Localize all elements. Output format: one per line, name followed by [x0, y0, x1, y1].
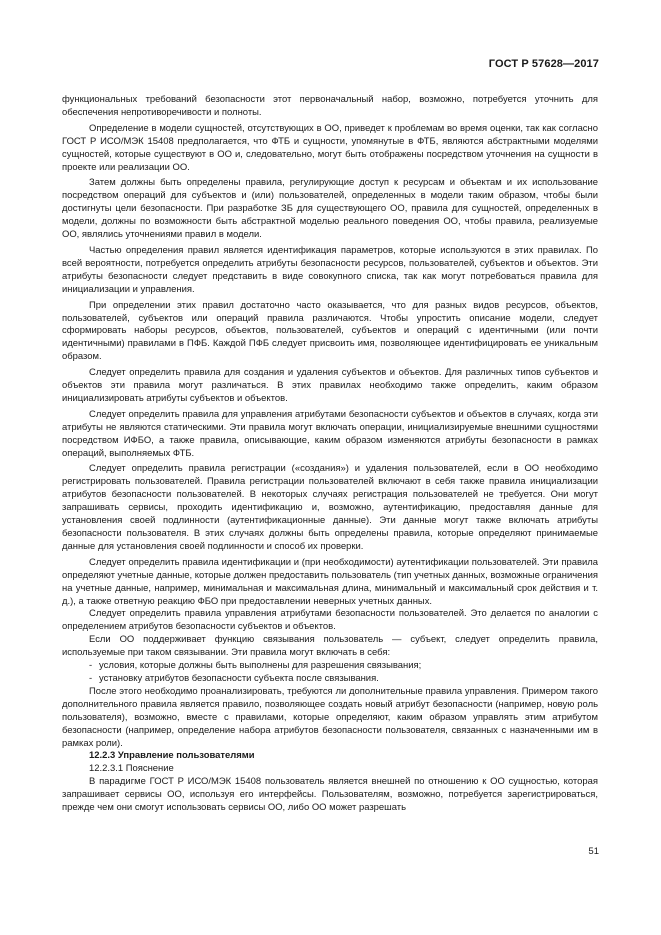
document-id-header: ГОСТ Р 57628—2017	[488, 58, 599, 70]
list-item-text: условия, которые должны быть выполнены для разрешения связывания;	[99, 660, 422, 672]
paragraph: Следует определить правила управления атрибутами безопасности пользователей. Это делается по аналогии с определением атрибутов безопасности субъектов и объектов.	[62, 608, 598, 633]
subsection-heading: 12.2.3.1 Пояснение	[89, 763, 174, 775]
paragraph: При определении этих правил достаточно часто оказывается, что для разных видов ресурсов, объектов, пользователей, субъектов или операций правила различаются. Чтобы упростить описание модели, следует сформировать наборы ресурсов, объектов, пользователей, субъектов и операций с идентичными (или почти идентичными) правилами в ПФБ. Каждой ПФБ следует присвоить имя, позволяющее идентифицировать ее уникальным образом.	[62, 299, 598, 363]
paragraph: функциональных требований безопасности этот первоначальный набор, возможно, потребуется уточнить для обеспечения непротиворечивости и полноты.	[62, 94, 598, 118]
paragraph: Частью определения правил является идентификация параметров, которые используются в этих правилах. По всей вероятности, потребуется определить атрибуты безопасности ресурсов, пользователей, субъектов и объектов. Эти атрибуты безопасности следует представить в виде совокупного списка, так как могут потребоваться правила для инициализации и управления.	[62, 244, 598, 295]
paragraph: Следует определить правила регистрации («создания») и удаления пользователей, если в ОО необходимо регистрировать пользователей. Правила регистрации пользователей включают в себя также правила инициализации атрибутов безопасности пользователей. В некоторых случаях регистрация пользователей не требуется. Они могут запрашивать сервисы, проходить идентификацию и, возможно, аутентификацию, предоставляя данные для установления своей подлинности (аутентификационные данные). Эти данные могут также включать атрибуты безопасности пользователя. В этих случаях должны быть определены правила, которые определяют принимаемые данные для установления своей подлинности и способ их проверки.	[62, 463, 598, 552]
list-dash: -	[89, 672, 93, 684]
document-body	[62, 94, 598, 815]
section-heading: 12.2.3 Управление пользователями	[89, 750, 255, 762]
paragraph: Следует определить правила идентификации и (при необходимости) аутентификации пользователей. Эти правила определяют учетные данные, которые должен предоставить пользователь (тип учетных данных, возможные ограничения на учетные данные, например, минимальная и максимальная длина, минимальный и максимальный срок действия и т. д.), а также ответную реакцию ФБО при предоставлении неверных учетных данных.	[62, 556, 598, 607]
page-number: 51	[588, 846, 599, 857]
paragraph: Затем должны быть определены правила, регулирующие доступ к ресурсам и объектам и их использование посредством операций для субъектов и (или) пользователей, определенных в модели таким образом, чтобы были достигнуты цели безопасности. При разработке ЗБ для существующего ОО, правила для сущностей, определенных в модели, должны по возможности быть абстрактной моделью реального поведения ОО, чтобы правила, реализуемые ОО, являлись уточнениями правил в модели.	[62, 177, 598, 241]
list-item	[62, 660, 598, 673]
paragraph: Если ОО поддерживает функцию связывания пользователь — субъект, следует определить правила, используемые при таком связывании. Эти правила могут включать в себя:	[62, 634, 598, 659]
list-item	[62, 673, 598, 686]
paragraph: В парадигме ГОСТ Р ИСО/МЭК 15408 пользователь является внешней по отношению к ОО сущностью, которая запрашивает сервисы ОО, используя его интерфейсы. Пользователям, возможно, потребуется зарегистрироваться, прежде чем они смогут использовать сервисы ОО, либо ОО может разрешать	[62, 776, 598, 814]
paragraph: Следует определить правила для создания и удаления субъектов и объектов. Для различных типов субъектов и объектов эти правила могут различаться. В этих правилах необходимо также определить, каким образом инициализировать атрибуты субъектов и объектов.	[62, 367, 598, 404]
list-dash: -	[89, 660, 93, 672]
paragraph: Определение в модели сущностей, отсутствующих в ОО, приведет к проблемам во время оценки, так как согласно ГОСТ Р ИСО/МЭК 15408 предполагается, что ФТБ и сущности, упомянутые в ФТБ, являются абстрактными моделями сущностей, которые существуют в ОО и, следовательно, могут быть отображены посредством уточнения на сущности в проекте или реализации ОО.	[62, 122, 598, 173]
paragraph: После этого необходимо проанализировать, требуются ли дополнительные правила управления. Примером такого дополнительного правила является правило, позволяющее создать новый атрибут безопасности (например, новую роль пользователя), возможно, вместе с правилами, которые определяют, каким образом управлять этим атрибутом безопасности (например, определение набора атрибутов безопасности пользователя, связанных с назначенными им в рамках роли).	[62, 685, 598, 749]
list-item-text: установку атрибутов безопасности субъекта после связывания.	[99, 672, 379, 684]
paragraph: Следует определить правила для управления атрибутами безопасности субъектов и объектов в случаях, когда эти атрибуты не являются статическими. Эти правила могут включать операции, инициализируемые внешними сущностями посредством ИФБО, а также правила, описывающие, каким образом изменяются атрибуты безопасности в рамках операций, выполняемых ФТБ.	[62, 408, 598, 459]
